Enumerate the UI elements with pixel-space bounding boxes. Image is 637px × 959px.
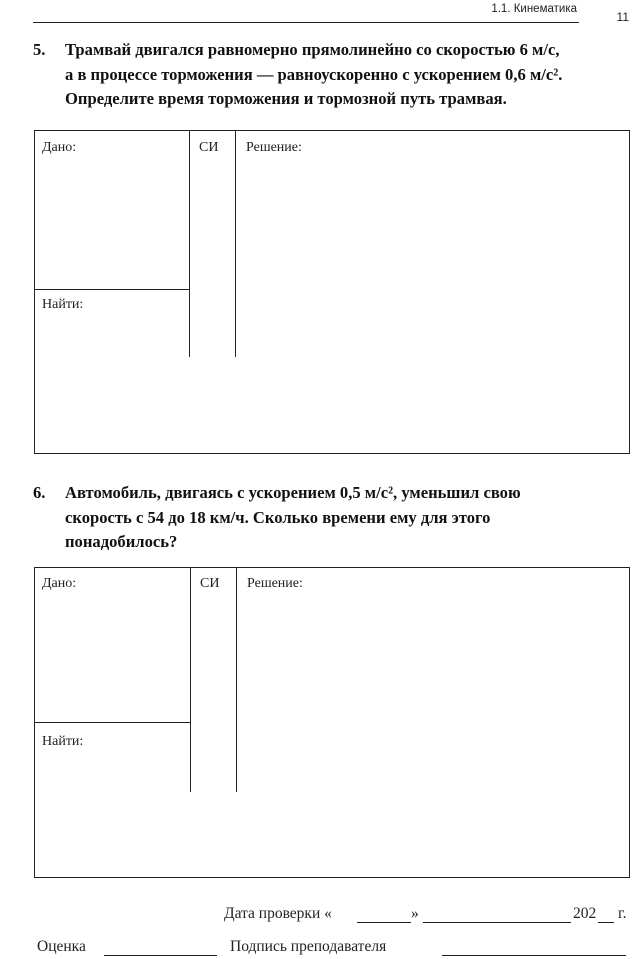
find-label: Найти:: [42, 297, 84, 312]
solution-label: Решение:: [246, 140, 302, 155]
page-number: 11: [616, 10, 629, 24]
header-rule: [33, 22, 579, 23]
given-find-divider: [35, 289, 189, 290]
section-title: 1.1. Кинематика: [491, 3, 577, 15]
problem-5: [33, 38, 633, 118]
problem-text: Автомобиль, двигаясь с ускорением 0,5 м/с², уменьшил свою скорость с 54 до 18 км/ч. Сколько времени ему для этого понадобилось?: [65, 483, 521, 551]
problem-6: [33, 481, 633, 561]
find-label: Найти:: [42, 734, 84, 749]
given-find-divider: [35, 722, 190, 723]
given-si-divider: [189, 131, 190, 357]
signature-label: Подпись преподавателя: [230, 938, 387, 955]
year-suffix: г.: [618, 905, 627, 922]
grade-blank[interactable]: [104, 955, 217, 956]
given-label: Дано:: [42, 140, 77, 155]
solution-label: Решение:: [247, 576, 303, 591]
si-solution-divider: [235, 131, 236, 357]
signature-blank[interactable]: [442, 955, 626, 956]
year-prefix: 202: [573, 905, 597, 922]
problem-number: 6.: [33, 483, 46, 502]
grade-label: Оценка: [37, 938, 86, 955]
answer-form-6[interactable]: [34, 567, 630, 878]
answer-form-5[interactable]: [34, 130, 630, 454]
problem-text: Трамвай двигался равномерно прямолинейно со скоростью 6 м/с, а в процессе торможения — равноускоренно с ускорением 0,6 м/с². Определите время торможения и тормозной путь трамвая.: [65, 40, 563, 108]
given-si-divider: [190, 568, 191, 792]
si-label: СИ: [199, 140, 219, 155]
check-date-label: Дата проверки «: [224, 905, 332, 922]
day-blank[interactable]: [357, 922, 411, 923]
si-label: СИ: [200, 576, 220, 591]
problem-number: 5.: [33, 40, 46, 59]
quote-close: »: [411, 905, 419, 922]
year-blank[interactable]: [598, 922, 614, 923]
month-blank[interactable]: [423, 922, 571, 923]
given-label: Дано:: [42, 576, 77, 591]
si-solution-divider: [236, 568, 237, 792]
